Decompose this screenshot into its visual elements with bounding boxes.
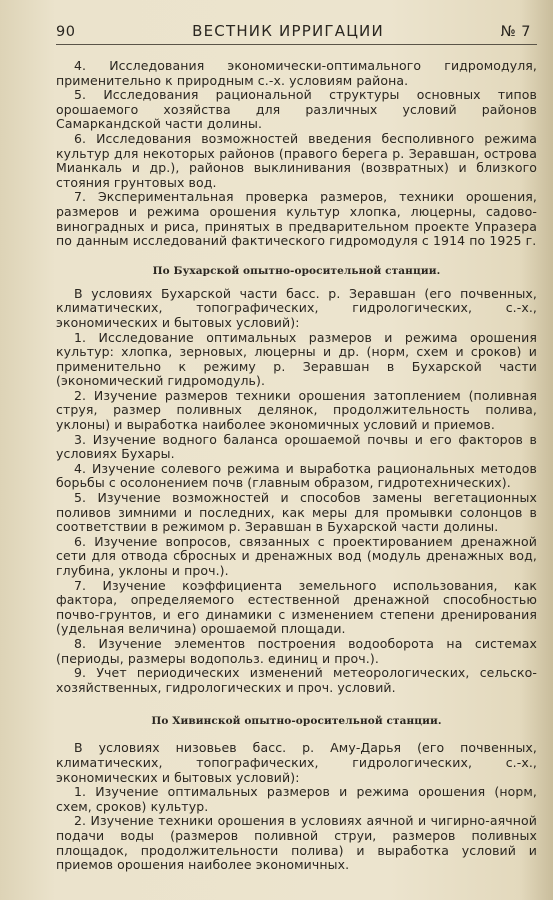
running-header [56, 22, 537, 45]
paragraph: 5. Изучение возможностей и способов замены вегетационных поливов зимними и последних, как меры для промывки солонцов в соответствии в режимом р. Зеравшан в Бухарской части долины. [56, 490, 537, 535]
paragraph: 8. Изучение элементов построения водооборота на системах (периоды, размеры водопольз. единиц и проч.). [56, 635, 537, 666]
paragraph: 2. Изучение размеров техники орошения затоплением (поливная струя, размер поливных делянок, продолжительность полива, уклоны) и выработка наиболее экономичных условий и приемов. [56, 387, 537, 433]
paragraph: 9. Учет периодических изменений метеорологических, сельско-хозяйственных, гидрологических и проч. условий. [56, 665, 537, 695]
section-heading-bukhara: По Бухарской опытно-оросительной станции. [152, 264, 441, 277]
paragraph: 1. Исследование оптимальных размеров и режима орошения культур: хлопка, зерновых, люцерны и др. (норм, схем и сроков) и применительно к режиму р. Зеравшан в Бухарской части (экономический гидромодуль). [56, 329, 537, 389]
paragraph: 5. Исследования рациональной структуры основных типов орошаемого хозяйства для различных условий районов Самаркандской части долины. [56, 87, 537, 132]
paragraph: В условиях Бухарской части басс. р. Зеравшан (его почвенных, климатических, топографических, гидрологических, с.-х., экономических и бытовых условий): [56, 285, 537, 330]
paragraph: 7. Изучение коэффициента земельного использования, как фактора, определяемого естественной дренажной способностью почво-грунтов, и его динамики с изменением степени дренирования (удельная величина) орошаемой площади. [56, 577, 537, 637]
khiva-section [56, 741, 537, 872]
intro-section [56, 59, 537, 249]
paragraph: 3. Изучение водного баланса орошаемой почвы и его факторов в условиях Бухары. [56, 431, 537, 462]
issue-number: № 7 [500, 24, 531, 40]
paragraph: 6. Изучение вопросов, связанных с проектированием дренажной сети для отвода сбросных и дренажных вод (модуль дренажных вод, глубина, уклоны и проч.). [56, 533, 537, 578]
journal-title: ВЕСТНИК ИРРИГАЦИИ [192, 22, 384, 40]
page-number: 90 [56, 24, 76, 40]
paragraph: 1. Изучение оптимальных размеров и режима орошения (норм, схем, сроков) культур. [56, 784, 537, 814]
paragraph: 2. Изучение техники орошения в условиях аячной и чигирно-аячной подачи воды (размеров поливной струи, размеров поливных площадок, продолжительности полива) и выработка условий и приемов орошения наиболее экономичных. [56, 813, 537, 873]
paragraph: 6. Исследования возможностей введения бесполивного режима культур для некоторых районов (правого берега р. Зеравшан, острова Мианкаль и др.), районов выклинивания (возвратных) и близкого стояния грунтовых вод. [56, 130, 537, 190]
section-heading-khiva: По Хивинской опытно-оросительной станции. [151, 715, 442, 728]
bukhara-section [56, 287, 537, 696]
paragraph: В условиях низовьев басс. р. Аму-Дарья (его почвенных, климатических, топографических, гидрологических, с.-х., экономических и бытовых условий): [56, 740, 537, 785]
paragraph: 4. Изучение солевого режима и выработка рациональных методов борьбы с осолонением почв (главным образом, гидротехнических). [56, 460, 537, 491]
paragraph: 4. Исследования экономически-оптимального гидромодуля, применительно к природным с.-х. условиям района. [56, 58, 537, 88]
paragraph: 7. Экспериментальная проверка размеров, техники орошения, размеров и режима орошения культур хлопка, люцерны, садово-виноградных и риса, принятых в предварительном проекте Упразера по данным исследований фактического гидромодуля с 1914 по 1925 г. [56, 189, 537, 249]
